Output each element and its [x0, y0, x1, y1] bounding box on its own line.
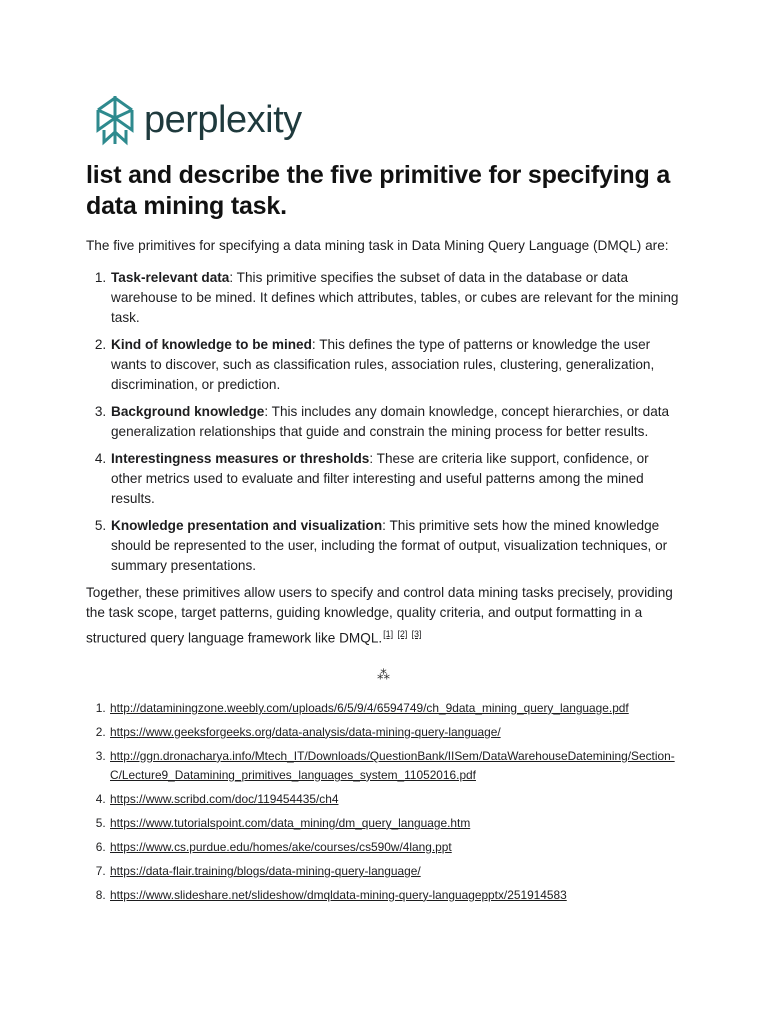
primitive-term: Background knowledge [111, 403, 265, 419]
reference-item [109, 862, 682, 881]
page-title: list and describe the five primitive for specifying a data mining task. [86, 161, 671, 220]
primitive-description: : These are criteria like support, confidence, or other metrics used to evaluate and filter interesting and useful patterns among the mined results. [111, 450, 649, 507]
list-item [110, 516, 682, 577]
reference-item [109, 723, 682, 742]
reference-item [109, 838, 682, 857]
summary-text: Together, these primitives allow users to specify and control data mining tasks precisely, providing the task scope, target patterns, guiding knowledge, quality criteria, and output formatting in a structured query language framework like DMQL. [86, 584, 673, 646]
primitive-description: : This primitive specifies the subset of data in the database or data warehouse to be mined. It defines which attributes, tables, or cubes are relevant for the mining task. [111, 269, 679, 325]
citation-link-3[interactable]: [3] [411, 628, 422, 639]
citations [382, 628, 421, 640]
citation-link-1[interactable]: [1] [383, 628, 394, 639]
reference-link[interactable]: http://ggn.dronacharya.info/Mtech_IT/Downloads/QuestionBank/IISem/DataWarehouseDatemining/Section-C/Lecture9_Datamining_primitives_languages_system_11052016.pdf [110, 748, 675, 782]
reference-item [109, 699, 682, 718]
intro-paragraph: The five primitives for specifying a data mining task in Data Mining Query Language (DMQL) are: [86, 238, 669, 253]
primitive-description: : This primitive sets how the mined knowledge should be represented to the user, including the format of output, visualization techniques, or summary presentations. [111, 517, 668, 574]
reference-link[interactable]: https://www.geeksforgeeks.org/data-analysis/data-mining-query-language/ [110, 724, 501, 739]
references-list [86, 699, 682, 905]
citation-link-2[interactable]: [2] [397, 628, 408, 639]
primitive-description: : This includes any domain knowledge, concept hierarchies, or data generalization relationships that guide and constrain the mining process for better results. [111, 403, 670, 439]
answer-content [86, 160, 682, 910]
perplexity-logo [94, 94, 302, 146]
primitive-term: Kind of knowledge to be mined [111, 336, 312, 352]
list-item [110, 268, 682, 329]
reference-item [109, 886, 682, 905]
reference-item [109, 747, 682, 785]
reference-link[interactable]: https://www.slideshare.net/slideshow/dmqldata-mining-query-languagepptx/251914583 [110, 887, 567, 902]
reference-link[interactable]: https://www.tutorialspoint.com/data_mining/dm_query_language.htm [110, 815, 471, 830]
reference-item [109, 814, 682, 833]
list-item [110, 335, 682, 396]
brand-name: perplexity [144, 99, 302, 141]
summary-paragraph [86, 583, 682, 649]
primitive-term: Knowledge presentation and visualization [111, 517, 383, 533]
section-divider: ⁂ [377, 666, 391, 682]
reference-link[interactable]: https://data-flair.training/blogs/data-mining-query-language/ [110, 863, 421, 878]
primitive-description: : This defines the type of patterns or knowledge the user wants to discover, such as classification rules, association rules, clustering, generalization, discrimination, or prediction. [111, 336, 655, 393]
list-item [110, 402, 682, 442]
reference-link[interactable]: https://www.cs.purdue.edu/homes/ake/courses/cs590w/4lang.ppt [110, 839, 452, 854]
reference-link[interactable]: https://www.scribd.com/doc/119454435/ch4 [110, 791, 339, 806]
primitive-term: Task-relevant data [111, 269, 230, 285]
reference-item [109, 790, 682, 809]
perplexity-logo-icon [94, 94, 136, 146]
reference-link[interactable]: http://dataminingzone.weebly.com/uploads/6/5/9/4/6594749/ch_9data_mining_query_language.pdf [110, 700, 629, 715]
primitives-list [86, 268, 682, 577]
list-item [110, 449, 682, 510]
primitive-term: Interestingness measures or thresholds [111, 450, 370, 466]
